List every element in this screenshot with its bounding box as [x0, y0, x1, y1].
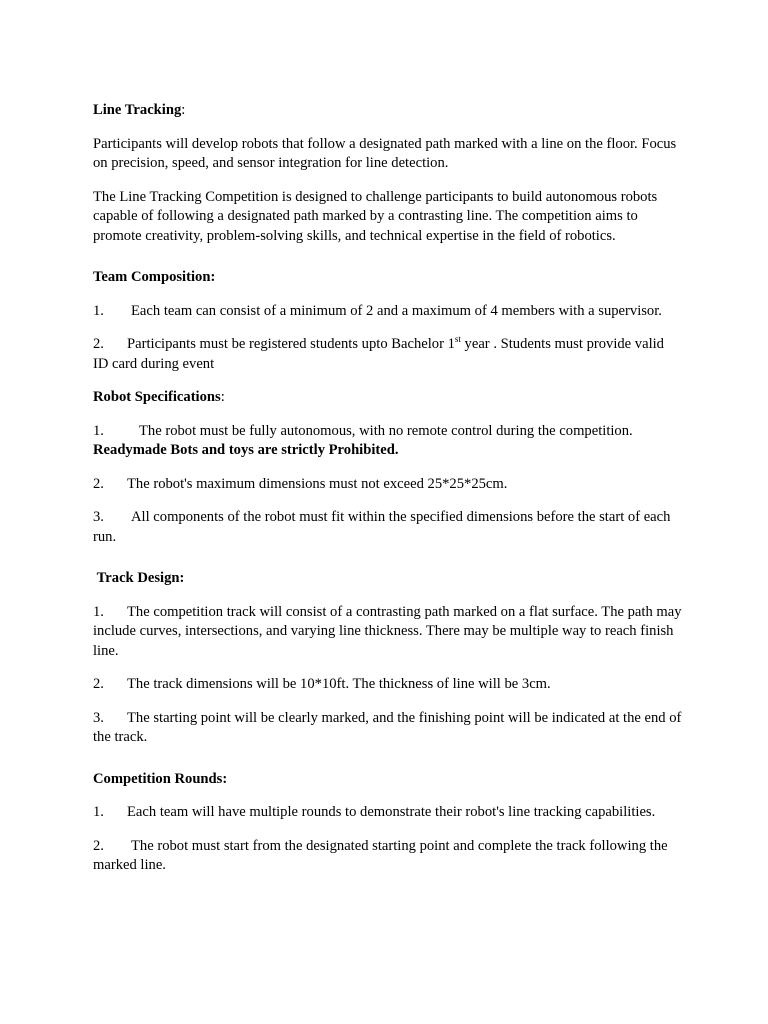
section-title-track-design [93, 569, 683, 589]
item-number: 2. [93, 475, 104, 492]
item-text: The competition track will consist of a contrasting path marked on a flat surface. The path may include curves, intersections, and varying line thickness. There may be multiple way to reach finish line. [93, 603, 682, 659]
section-title-line-tracking [93, 101, 683, 121]
description-paragraph: The Line Tracking Competition is designed to challenge participants to build autonomous robots capable of following a designated path marked by a contrasting line. The competition aims to promote creativity, problem-solving skills, and technical expertise in the field of robotics. [93, 188, 658, 244]
item-number: 3. [93, 509, 104, 525]
title-text: Line Tracking [93, 102, 182, 118]
item-text: The robot must start from the designated starting point and complete the track following the marked line. [93, 837, 668, 873]
team-item-1 [93, 302, 683, 322]
item-number: 1. [93, 422, 104, 439]
track-item-1 [93, 603, 683, 662]
track-heading-text: Track Design: [96, 570, 185, 586]
item-text: The robot must be fully autonomous, with no remote control during the competition. [139, 422, 633, 439]
item-number: 2. [93, 676, 104, 692]
item-text-continued: year . Students must provide valid ID card during event [93, 336, 664, 372]
section-title-team-composition: Team Composition: [93, 269, 216, 285]
item-number: 1. [93, 804, 104, 820]
intro-paragraph: Participants will develop robots that follow a designated path marked with a line on the floor. Focus on precision, speed, and sensor integration for line detection. [93, 135, 677, 171]
robot-heading-text: Robot Specifications [93, 389, 221, 405]
item-text: Each team can consist of a minimum of 2 and a maximum of 4 members with a supervisor. [131, 302, 662, 319]
team-item-2 [93, 335, 683, 374]
title-colon: : [181, 102, 186, 118]
rounds-item-2 [93, 837, 683, 876]
section-title-robot-specifications [93, 388, 683, 408]
prohibited-notice: Readymade Bots and toys are strictly Prohibited. [93, 442, 399, 458]
superscript-ordinal: st [454, 334, 461, 345]
track-item-3 [93, 709, 683, 748]
item-text: Participants must be registered students upto Bachelor 1 [127, 336, 455, 352]
rounds-item-1 [93, 803, 683, 823]
item-text: Each team will have multiple rounds to demonstrate their robot's line tracking capabilities. [127, 804, 656, 820]
item-text: The track dimensions will be 10*10ft. The thickness of line will be 3cm. [127, 676, 551, 692]
item-number: 1. [93, 302, 104, 319]
item-number: 1. [93, 603, 104, 620]
item-number: 3. [93, 709, 104, 726]
item-number: 2. [93, 336, 104, 352]
document-page [93, 100, 683, 876]
robot-item-3 [93, 508, 683, 547]
item-text: The robot's maximum dimensions must not exceed 25*25*25cm. [127, 475, 508, 492]
robot-heading-colon: : [220, 389, 225, 405]
track-item-2 [93, 675, 683, 695]
robot-item-1 [93, 422, 683, 461]
item-text: The starting point will be clearly marked, and the finishing point will be indicated at the end of the track. [93, 709, 682, 745]
section-title-competition-rounds: Competition Rounds: [93, 770, 228, 787]
item-text: All components of the robot must fit within the specified dimensions before the start of each run. [93, 509, 671, 545]
item-number: 2. [93, 837, 104, 854]
robot-item-2 [93, 475, 683, 495]
